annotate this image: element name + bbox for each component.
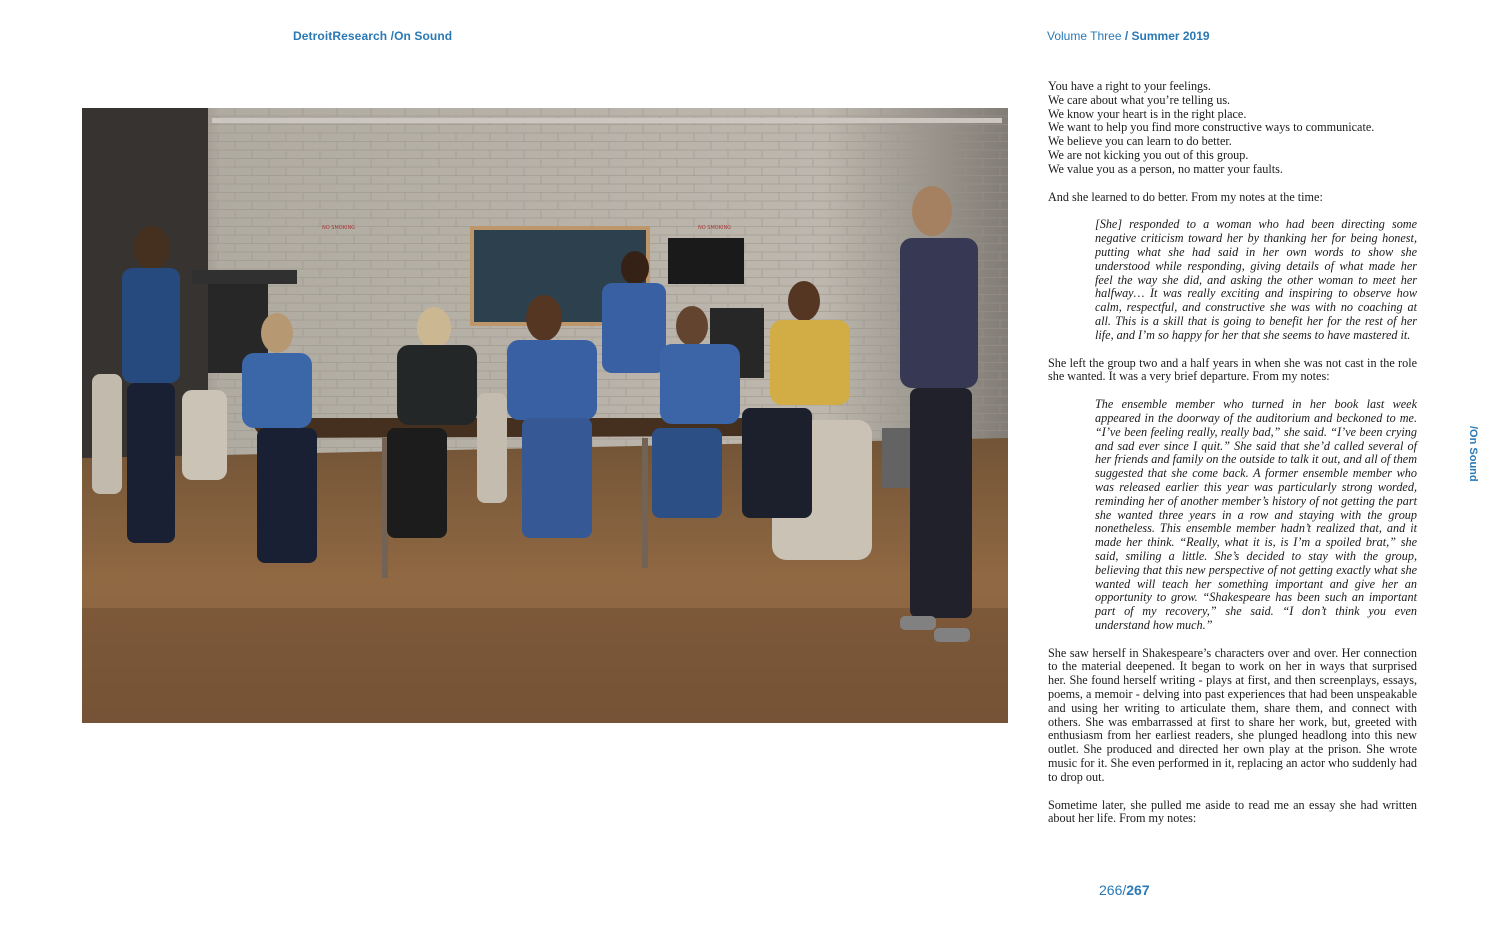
affirmation-line: We are not kicking you out of this group. — [1048, 147, 1249, 162]
section-side-tab: /On Sound — [1467, 426, 1479, 482]
affirmation-line: We believe you can learn to do better. — [1048, 134, 1232, 149]
no-smoking-sign-2: NO SMOKING — [698, 225, 732, 231]
affirmation-line: We know your heart is in the right place. — [1048, 106, 1247, 121]
running-header-right — [1047, 29, 1210, 43]
page-number-right: 267 — [1126, 882, 1150, 898]
body-paragraph-3: She saw herself in Shakespeare’s characters over and over. Her connection to the material deepened. It began to work on her in ways that surprised her. She found herself writing - plays at first, and then screenplays, essays, poems, a memoir - delving into past experiences that had been unspeakable and using her writing to articulate them, share them, and connect with others. She was embarrassed at first to share her work, but, greeted with enthusiasm from her earliest readers, she plunged headlong into this new outlet. She produced and directed her own play at the prison. She wrote music for it. She even performed in it, replacing an actor who suddenly had to drop out. — [1048, 645, 1417, 784]
page-numbers — [1099, 882, 1150, 898]
running-header-left: DetroitResearch /On Sound — [293, 29, 453, 43]
affirmation-line: We value you as a person, no matter your faults. — [1048, 161, 1283, 176]
affirmation-line: We want to help you find more constructive ways to communicate. — [1048, 120, 1375, 135]
block-quote-1: [She] responded to a woman who had been directing some negative criticism toward her by thanking her for being honest, putting what she had said in her own words to show she understood while responding, giving details of what made her feel the way she did, and asking the other woman to meet her halfway… It was really exciting and inspiring to observe how calm, respectful, and constructive she was with no coaching at all. This is a skill that is going to benefit her for the rest of her life, and I’m so happy for her that she seems to have mastered it. — [1095, 217, 1417, 342]
page-number-slash: / — [1122, 882, 1127, 898]
affirmations-list — [1048, 80, 1417, 177]
no-smoking-sign-1: NO SMOKING — [322, 225, 356, 231]
body-paragraph-2: She left the group two and a half years in when she was not cast in the role she wanted. It was a very brief departure. From my notes: — [1048, 355, 1417, 384]
affirmation-line: You have a right to your feelings. — [1048, 79, 1211, 93]
photo-icon — [82, 108, 1008, 723]
volume-label: Volume Three — [1047, 29, 1122, 43]
block-quote-2: The ensemble member who turned in her book last week appeared in the doorway of the auditorium and beckoned to me. “I’ve been feeling really, really bad,” she said. “I’ve been crying and sad ever since I quit.” She said that she’d called several of her friends and family on the outside to talk it out, and all of them suggested that she come back. A former ensemble member who was released earlier this year was particularly strong worded, reminding her of another member’s history of not getting the part she wanted three years in a row and staying with the group nonetheless. This ensemble member hadn’t realized that, and it made her think. “Really, what it is, is I’m a spoiled brat,” she said, smiling a little. She’s decided to stay with the group, believing that this new perspective of not getting exactly what she wanted will teach her something important and give her an opportunity to grow. “Shakespeare has been such an important part of my recovery,” she said. “I don’t think you even understand how much.” — [1095, 397, 1417, 632]
page-number-left: 266 — [1099, 882, 1123, 898]
header-separator: / — [1121, 29, 1132, 43]
body-paragraph-4: Sometime later, she pulled me aside to read me an essay she had written about her life. From my notes: — [1048, 797, 1417, 826]
rehearsal-photo — [82, 108, 1008, 723]
affirmation-line: We care about what you’re telling us. — [1048, 92, 1231, 107]
season-label: Summer 2019 — [1131, 29, 1210, 43]
article-column — [1048, 80, 1417, 840]
body-paragraph-1: And she learned to do better. From my notes at the time: — [1048, 189, 1323, 204]
